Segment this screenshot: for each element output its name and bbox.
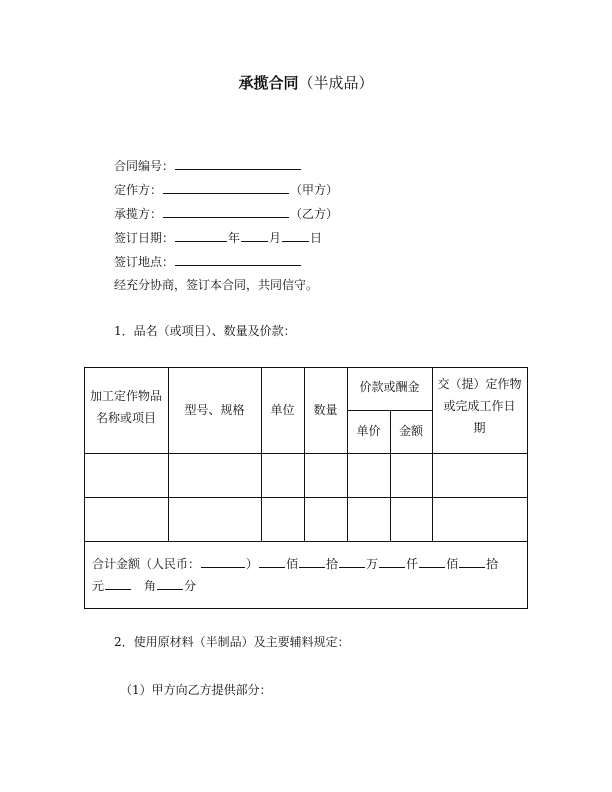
header-delivery-date: [432, 373, 527, 439]
table-border-top: [84, 367, 528, 368]
header-delivery-date-line2: 或完成工作日: [443, 399, 516, 413]
party-a-blank[interactable]: [163, 181, 289, 194]
header-amount: 金额: [398, 424, 423, 438]
bai2-blank[interactable]: [419, 555, 445, 568]
title-sub: （半成品）: [298, 74, 374, 92]
wan-label: 万: [366, 557, 379, 571]
sign-place-line: [114, 253, 302, 270]
party-a-label: 定作方：: [114, 183, 163, 197]
header-item-name-line1: 加工定作物品: [89, 389, 162, 403]
contract-number-label: 合同编号：: [114, 159, 175, 173]
total-amount-row: [92, 553, 522, 597]
table-row[interactable]: [85, 454, 527, 497]
day-blank[interactable]: [282, 229, 309, 242]
shi-blank[interactable]: [299, 555, 325, 568]
table-row[interactable]: [85, 498, 527, 541]
price-group-sep: [347, 410, 432, 411]
bai2-label: 佰: [446, 557, 459, 571]
contract-number-line: [114, 157, 302, 174]
yuan-blank[interactable]: [105, 577, 131, 590]
party-a-suffix: （甲方）: [290, 183, 339, 197]
party-b-label: 承揽方：: [114, 207, 163, 221]
shi2-blank[interactable]: [459, 555, 485, 568]
header-quantity: 数量: [313, 403, 338, 417]
shi-label: 拾: [326, 557, 339, 571]
header-model: 型号、规格: [184, 403, 245, 417]
contract-number-blank[interactable]: [175, 157, 301, 170]
section-2-1-text: （1）甲方向乙方提供部分：: [120, 683, 272, 697]
total-rmb-blank[interactable]: [201, 555, 245, 568]
sign-date-line: [114, 229, 322, 246]
year-label: 年: [228, 231, 241, 245]
total-line-1: [92, 553, 522, 575]
sign-place-label: 签订地点：: [114, 255, 175, 269]
title-main: 承揽合同: [238, 74, 299, 92]
fen-label: 分: [184, 579, 197, 593]
month-label: 月: [269, 231, 282, 245]
party-b-suffix: （乙方）: [290, 207, 339, 221]
party-a-line: [114, 181, 338, 198]
sign-date-label: 签订日期：: [114, 231, 175, 245]
qian-label: 仟: [406, 557, 419, 571]
total-line-2: [92, 575, 522, 597]
header-item-name: [84, 385, 168, 429]
intro-text: 经充分协商，签订本合同，共同信守。: [114, 278, 319, 292]
total-label: 合计金额（人民币：: [92, 557, 201, 571]
header-unit: 单位: [270, 403, 295, 417]
header-unit-price: 单价: [356, 424, 381, 438]
table-border-bottom: [84, 608, 528, 609]
day-label: 日: [310, 231, 323, 245]
jiao-blank[interactable]: [157, 577, 183, 590]
section-1-heading: 1．品名（或项目）、数量及价款：: [114, 324, 296, 338]
row-2-bottom-line: [84, 541, 528, 542]
year-blank[interactable]: [175, 229, 227, 242]
yuan-label: 元: [92, 579, 105, 593]
month-blank[interactable]: [241, 229, 268, 242]
party-b-line: [114, 205, 338, 222]
jiao-label: 角: [144, 579, 157, 593]
sign-place-blank[interactable]: [175, 253, 301, 266]
header-price-group: 价款或酬金: [359, 380, 420, 394]
table-border-right: [527, 367, 528, 609]
header-delivery-date-line3: 期: [473, 421, 486, 435]
qian-blank[interactable]: [379, 555, 405, 568]
items-table: [84, 367, 528, 609]
document-title: [0, 72, 612, 93]
total-close: ）: [246, 557, 259, 571]
section-2-heading: 2．使用原材料（半制品）及主要辅料规定：: [114, 635, 350, 649]
header-delivery-date-line1: 交（提）定作物: [437, 377, 522, 391]
bai-label: 佰: [286, 557, 299, 571]
header-item-name-line2: 名称或项目: [95, 411, 156, 425]
party-b-blank[interactable]: [163, 205, 289, 218]
wan-blank[interactable]: [339, 555, 365, 568]
shi2-label: 拾: [486, 557, 499, 571]
bai-blank[interactable]: [259, 555, 285, 568]
